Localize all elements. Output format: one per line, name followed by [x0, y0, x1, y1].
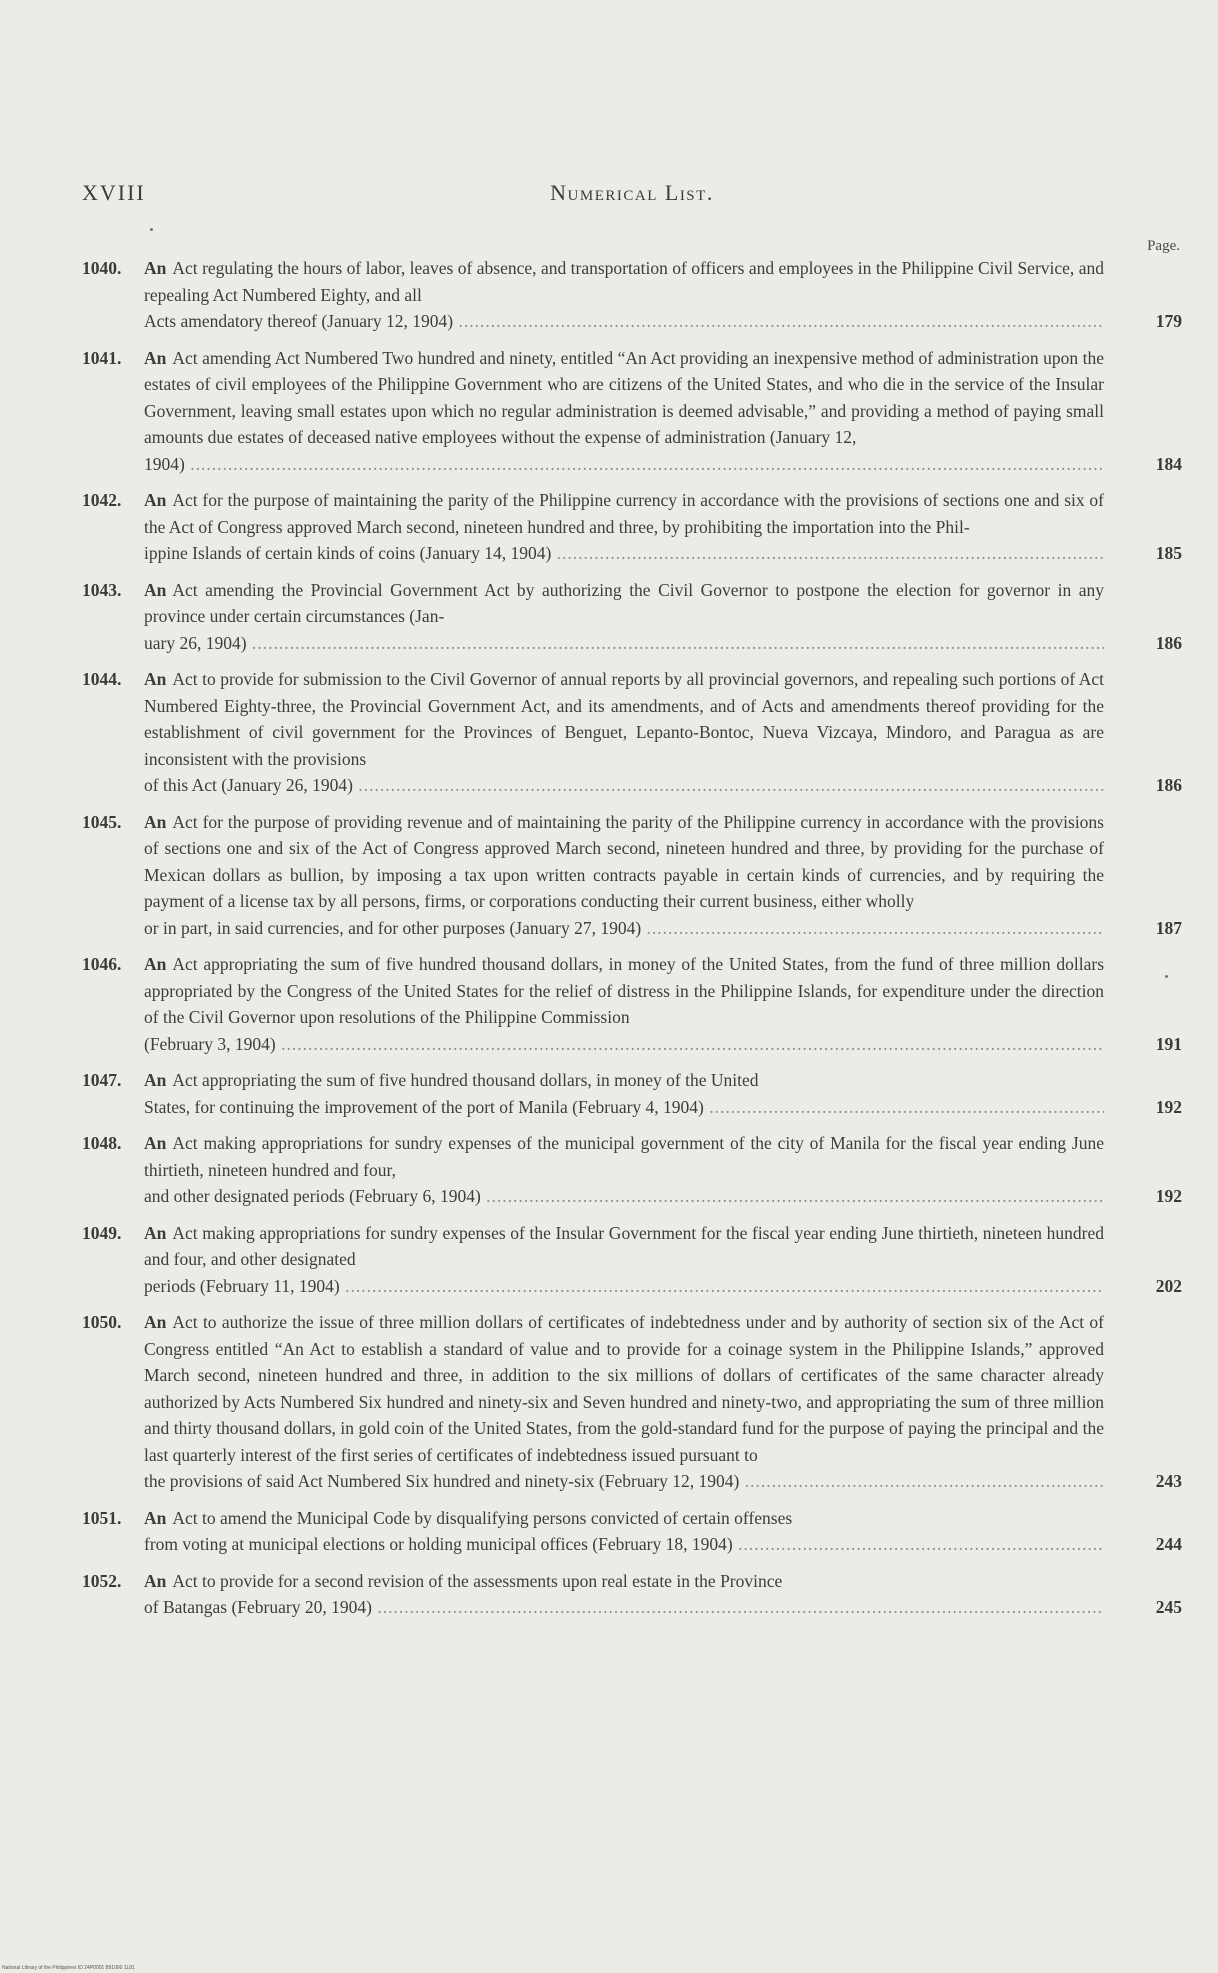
act-description: Act regulating the hours of labor, leaves of absence, and transportation of officers and employees in the Philippine Civil Service, and repealing Act Numbered Eighty, and all	[144, 258, 1104, 305]
act-title	[144, 666, 1104, 799]
list-item	[82, 577, 1182, 657]
act-prefix: An	[144, 1222, 167, 1243]
act-prefix: An	[144, 258, 167, 278]
act-number: 1041.	[82, 347, 122, 368]
act-number: 1040.	[82, 258, 122, 278]
list-item	[82, 345, 1182, 478]
act-title	[144, 1568, 1104, 1621]
act-description-last-line: uary 26, 1904) .....	[144, 630, 1104, 657]
act-description-last-line: from voting at municipal elections or holding municipal offices (February 18, 1904) .....	[144, 1531, 1104, 1558]
act-number: 1052.	[82, 1570, 122, 1591]
act-prefix: An	[144, 1312, 167, 1332]
act-title	[144, 1220, 1104, 1300]
act-number: 1043.	[82, 579, 122, 600]
scan-speck	[150, 228, 153, 231]
page-number: XVIII	[82, 180, 146, 205]
list-item	[82, 1309, 1182, 1495]
list-item	[82, 809, 1182, 942]
act-title	[144, 809, 1104, 942]
act-prefix: An	[144, 1070, 167, 1090]
act-title	[144, 1505, 1104, 1558]
act-title	[144, 255, 1104, 335]
page-column-label: Page.	[1147, 238, 1180, 254]
act-prefix: An	[144, 1570, 167, 1591]
act-description: Act for the purpose of maintaining the parity of the Philippine currency in accordance with the provisions of sections one and six of the Act of Congress approved March second, nineteen hundred and three, by prohibiting the importation into the Phil-	[144, 490, 1104, 537]
act-title	[144, 1309, 1104, 1495]
page-reference: 244	[1155, 1534, 1182, 1554]
act-description: Act to amend the Municipal Code by disqualifying persons convicted of certain offenses	[172, 1507, 793, 1528]
page-reference: 243	[1155, 1471, 1182, 1491]
act-description-last-line: Acts amendatory thereof (January 12, 1904) .....	[144, 308, 1104, 335]
page-header	[82, 180, 1182, 210]
act-description-last-line: or in part, in said currencies, and for other purposes (January 27, 1904) .....	[144, 915, 1104, 942]
page-reference: 192	[1155, 1186, 1182, 1206]
act-list	[82, 255, 1182, 1631]
act-number: 1051.	[82, 1507, 122, 1528]
page-reference: 179	[1155, 311, 1182, 331]
act-description: Act making appropriations for sundry expenses of the municipal government of the city of Manila for the fiscal year ending June thirtieth, nineteen hundred and four,	[144, 1133, 1104, 1180]
act-prefix: An	[144, 347, 167, 368]
page-reference: 191	[1155, 1033, 1182, 1054]
act-number: 1042.	[82, 490, 122, 510]
page-reference: 184	[1155, 453, 1182, 474]
act-prefix: An	[144, 1133, 167, 1153]
page-reference: 192	[1155, 1096, 1182, 1117]
act-prefix: An	[144, 1507, 167, 1528]
list-item	[82, 1067, 1182, 1120]
act-prefix: An	[144, 490, 167, 510]
list-item	[82, 1505, 1182, 1558]
footer-credit: National Library of the Philippines ID 24P0001 891000 1L81	[2, 1965, 135, 1971]
page-reference: 245	[1155, 1597, 1182, 1617]
act-number: 1050.	[82, 1312, 122, 1332]
act-prefix: An	[144, 579, 167, 600]
act-description: Act appropriating the sum of five hundred thousand dollars, in money of the United States, from the fund of three million dollars appropriated by the Congress of the United States for the relief of distress in the Philippine Islands, for expenditure under the direction of the Civil Governor upon resolutions of the Philippine Commission	[144, 954, 1104, 1027]
act-description-last-line: ippine Islands of certain kinds of coins (January 14, 1904) .....	[144, 540, 1104, 567]
list-item	[82, 255, 1182, 335]
act-number: 1046.	[82, 954, 122, 974]
act-description-last-line: of Batangas (February 20, 1904) .....	[144, 1594, 1104, 1621]
act-description: Act to provide for a second revision of the assessments upon real estate in the Province	[172, 1570, 783, 1591]
list-item	[82, 666, 1182, 799]
act-description: Act amending the Provincial Government Act by authorizing the Civil Governor to postpone the election for governor in any province under certain circumstances (Jan-	[144, 579, 1104, 626]
act-description: Act for the purpose of providing revenue and of maintaining the parity of the Philippine currency in accordance with the provisions of sections one and six of the Act of Congress approved March second, nineteen hundred and three, by providing for the purchase of Mexican dollars as bullion, by imposing a tax upon written contracts payable in certain kinds of currencies, and by requiring the payment of a license tax by all persons, firms, or corporations conducting their current business, either wholly	[144, 811, 1104, 911]
running-title: Numerical List.	[550, 180, 714, 205]
act-prefix: An	[144, 954, 167, 974]
list-item	[82, 487, 1182, 567]
act-prefix: An	[144, 811, 167, 832]
act-description-last-line: of this Act (January 26, 1904) .....	[144, 772, 1104, 799]
act-description-last-line: and other designated periods (February 6, 1904) .....	[144, 1183, 1104, 1210]
act-title	[144, 951, 1104, 1057]
act-description: Act appropriating the sum of five hundred thousand dollars, in money of the United	[172, 1070, 759, 1090]
act-description-last-line: (February 3, 1904) .....	[144, 1031, 1104, 1058]
list-item	[82, 1568, 1182, 1621]
page-reference: 202	[1155, 1275, 1182, 1296]
act-number: 1045.	[82, 811, 122, 832]
act-description: Act to provide for submission to the Civil Governor of annual reports by all provincial governors, and repealing such portions of Act Numbered Eighty-three, the Provincial Government Act, and its amendments, and of Acts and amendments thereof providing for the establishment of civil government for the Provinces of Benguet, Lepanto-Bontoc, Nueva Vizcaya, Mindoro, and Paragua as are inconsistent with the provisions	[144, 669, 1104, 769]
page-reference: 186	[1155, 632, 1182, 653]
act-description: Act to authorize the issue of three million dollars of certificates of indebtedness under and by authority of section six of the Act of Congress entitled “An Act to establish a standard of value and to provide for a coinage system in the Philippine Islands,” approved March second, nineteen hundred and three, in addition to the six millions of dollars of certificates of the same character already authorized by Acts Numbered Six hundred and ninety-six and Seven hundred and ninety-two, and appropriating the sum of three million and thirty thousand dollars, in gold coin of the United States, from the gold-standard fund for the purpose of paying the principal and the last quarterly interest of the first series of certificates of indebtedness issued pursuant to	[144, 1312, 1104, 1465]
act-number: 1049.	[82, 1222, 122, 1243]
page-reference: 186	[1155, 775, 1182, 795]
act-description-last-line: 1904) .....	[144, 451, 1104, 478]
act-title	[144, 487, 1104, 567]
act-number: 1048.	[82, 1133, 122, 1153]
page-reference: 185	[1155, 543, 1182, 563]
act-title	[144, 1067, 1104, 1120]
act-title	[144, 577, 1104, 657]
list-item	[82, 951, 1182, 1057]
act-description-last-line: the provisions of said Act Numbered Six hundred and ninety-six (February 12, 1904) .....	[144, 1468, 1104, 1495]
list-item	[82, 1220, 1182, 1300]
page-reference: 187	[1155, 917, 1182, 938]
list-item	[82, 1130, 1182, 1210]
act-description: Act amending Act Numbered Two hundred and ninety, entitled “An Act providing an inexpensive method of administration upon the estates of civil employees of the Philippine Government who are citizens of the United States, and who die in the service of the Insular Government, leaving small estates upon which no regular administration is deemed advisable,” and providing a method of paying small amounts due estates of deceased native employees without the expense of administration (January 12,	[144, 347, 1104, 447]
act-title	[144, 1130, 1104, 1210]
act-number: 1044.	[82, 669, 122, 689]
act-number: 1047.	[82, 1070, 122, 1090]
act-description-last-line: periods (February 11, 1904) .....	[144, 1273, 1104, 1300]
act-prefix: An	[144, 669, 167, 689]
act-title	[144, 345, 1104, 478]
act-description: Act making appropriations for sundry expenses of the Insular Government for the fiscal year ending June thirtieth, nineteen hundred and four, and other designated	[144, 1222, 1104, 1269]
act-description-last-line: States, for continuing the improvement of the port of Manila (February 4, 1904) .....	[144, 1094, 1104, 1121]
